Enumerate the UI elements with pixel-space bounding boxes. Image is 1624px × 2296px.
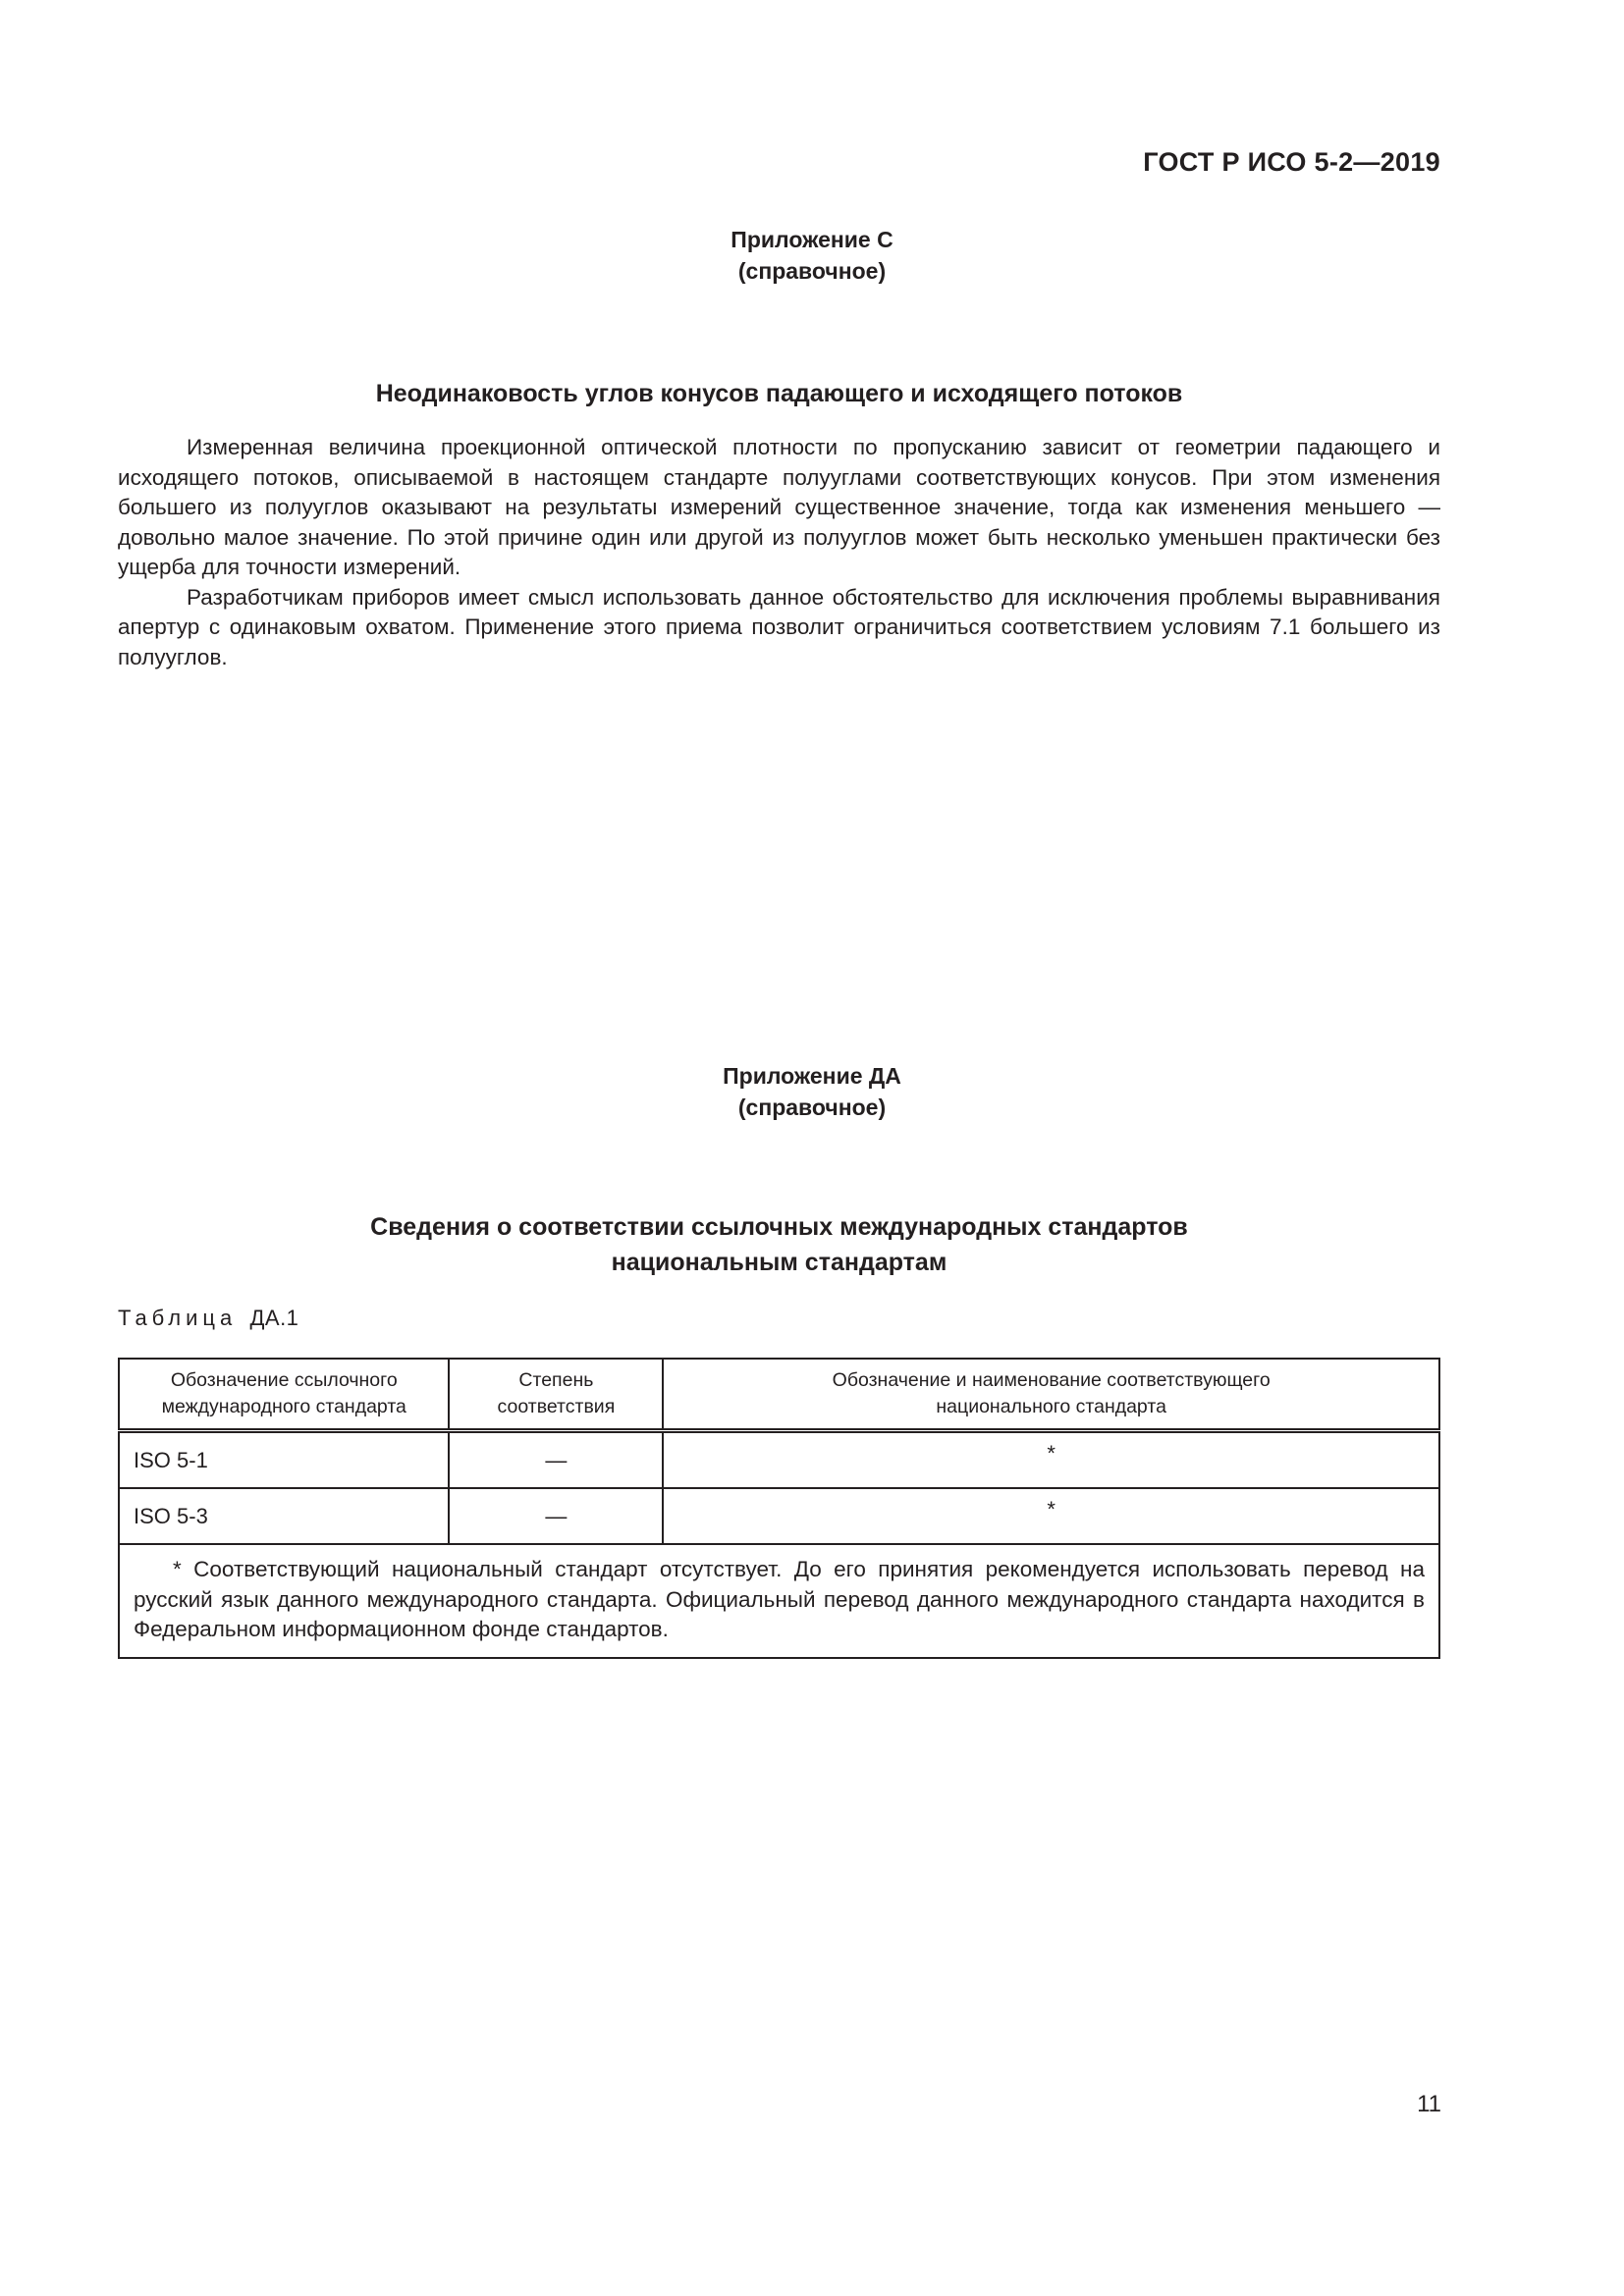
page-number: 11 [1417,2091,1441,2117]
appendix-c-body [118,433,1440,672]
cell-national: * [663,1431,1439,1489]
header-national-standard: Обозначение и наименование соответствующего национального стандарта [663,1359,1439,1431]
table-row [119,1431,1439,1489]
appendix-da-header [0,1060,1624,1123]
table-footnote-cell [119,1544,1439,1658]
appendix-da-title: Приложение ДА [723,1063,901,1089]
appendix-c-subtitle: (справочное) [737,258,887,284]
header-ref-standard: Обозначение ссылочного международного стандарта [119,1359,449,1431]
cell-degree: — [449,1431,663,1489]
appendix-c-header [0,224,1624,287]
appendix-c-title: Приложение С [731,227,893,252]
table-row [119,1488,1439,1544]
document-code: ГОСТ Р ИСО 5-2—2019 [1143,147,1440,177]
table-footnote-row [119,1544,1439,1658]
cell-ref: ISO 5-3 [119,1488,449,1544]
table-header-row [119,1359,1439,1431]
appendix-da-heading-line2: национальным стандартам [611,1249,947,1276]
reference-standards-table [118,1358,1440,1659]
table-caption [118,1306,298,1331]
cell-degree: — [449,1488,663,1544]
table-caption-word: Таблица [118,1306,238,1330]
appendix-da-heading [118,1209,1440,1280]
cell-ref: ISO 5-1 [119,1431,449,1489]
header-degree: Степень соответствия [449,1359,663,1431]
appendix-c-paragraph: Разработчикам приборов имеет смысл использовать данное обстоятельство для исключения проблемы выравнивания апертур с одинаковым охватом. Применение этого приема позволит ограничиться соответствием условиям 7.1 большего из полууглов. [118,584,1440,669]
cell-national: * [663,1488,1439,1544]
appendix-da-heading-line1: Сведения о соответствии ссылочных международных стандартов [370,1213,1188,1241]
table-footnote: * Соответствующий национальный стандарт отсутствует. До его принятия рекомендуется использовать перевод на русский язык данного международного стандарта. Официальный перевод данного международного стандарта находится в Федеральном информационном фонде стандартов. [134,1557,1425,1641]
appendix-c-paragraph: Измеренная величина проекционной оптической плотности по пропусканию зависит от геометрии падающего и исходящего потоков, описываемой в настоящем стандарте полууглами соответствующих конусов. При этом изменения большего из полууглов оказывают на результаты измерений существенное значение, тогда как изменения меньшего — довольно малое значение. По этой причине один или другой из полууглов может быть несколько уменьшен практически без ущерба для точности измерений. [118,435,1440,579]
appendix-c-heading: Неодинаковость углов конусов падающего и исходящего потоков [375,380,1183,407]
appendix-da-subtitle: (справочное) [737,1095,887,1120]
table-caption-id: ДА.1 [249,1306,299,1330]
